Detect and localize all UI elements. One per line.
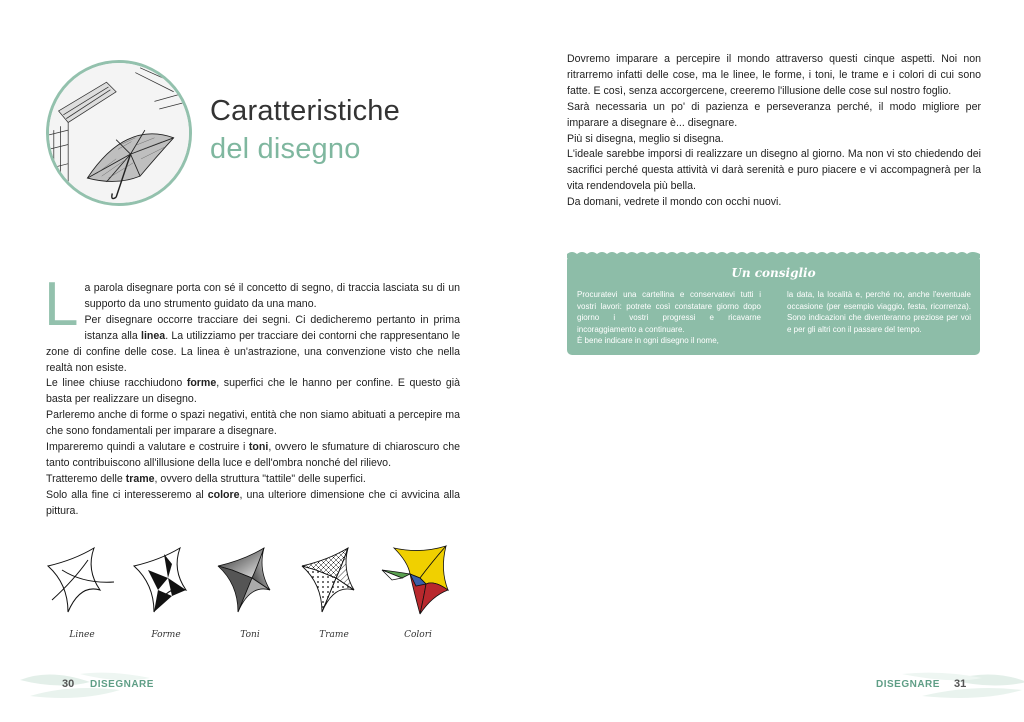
intro-paragraph xyxy=(46,281,460,313)
drop-cap: L xyxy=(44,270,79,339)
outro-paragraph: Sarà necessaria un po' di pazienza e perseveranza perché, il modo migliore per imparare a disegnare è... disegnare. xyxy=(567,100,981,129)
example-label: Forme xyxy=(151,630,181,640)
tip-text-1 xyxy=(577,289,761,347)
example-label: Trame xyxy=(319,630,349,640)
outro-paragraph: Dovremo imparare a percepire il mondo attraverso questi cinque aspetti. Noi non ritrarremo infatti delle cose, ma le linee, le forme, i toni, le trame e i colori di cui sono fatte. E così, senza accorgercene, creeremo l'illusione delle cose sul nostro foglio. xyxy=(567,53,981,97)
star-tones-icon xyxy=(212,540,288,620)
chapter-title-line1: Caratteristiche xyxy=(210,95,400,127)
text-segment: , una ulteriore dimensione che ci avvicina alla pittura. xyxy=(46,488,460,517)
example-colori xyxy=(380,540,456,640)
star-shapes-icon xyxy=(128,540,204,620)
text-segment: , superfici che le hanno per confine. E questo già basta per realizzare un disegno. xyxy=(46,377,461,406)
outro-paragraph: Da domani, vedrete il mondo con occhi nuovi. xyxy=(567,196,782,209)
page-number-right: 31 xyxy=(954,678,967,690)
intro-paragraph xyxy=(46,313,460,377)
example-toni xyxy=(212,540,288,640)
text-segment: Solo alla fine ci interesseremo al xyxy=(46,488,208,501)
text-segment: Impareremo quindi a valutare e costruire i xyxy=(46,441,249,454)
text-segment: Le linee chiuse racchiudono xyxy=(46,377,187,390)
example-label: Toni xyxy=(240,630,260,640)
intro-body-text xyxy=(44,270,461,520)
intro-paragraph xyxy=(46,408,460,440)
star-textures-icon xyxy=(296,540,372,620)
section-name-right: DISEGNARE xyxy=(876,679,940,690)
text-segment: , ovvero della struttura "tattile" delle superfici. xyxy=(154,472,366,485)
section-name-left: DISEGNARE xyxy=(90,679,154,690)
text-segment: . La utilizziamo per tracciare dei contorni che rappresentano le zone di confine delle cose. La linea è un'astrazione, una convenzione visto che nella realtà non esiste. xyxy=(46,329,460,374)
example-linee xyxy=(44,540,120,640)
example-label: Linee xyxy=(69,630,95,640)
keyword: forme xyxy=(186,377,217,390)
outro-body-text xyxy=(567,52,981,211)
tip-text-2: la data, la località e, perché no, anche l'eventuale occasione (per esempio viaggio, festa, ricorrenza). Sono indicazioni che diventeranno preziose per voi e per gli altri con il passare del tempo. xyxy=(787,290,971,334)
intro-paragraph xyxy=(46,440,460,472)
umbrella-sketch-icon xyxy=(49,63,189,203)
text-segment: Parleremo anche di forme o spazi negativi, entità che non siamo abituati a percepire ma che sono fondamentali per imparare a disegnare. xyxy=(46,409,460,438)
star-colors-icon xyxy=(380,540,456,620)
intro-paragraph xyxy=(46,472,460,488)
intro-paragraph xyxy=(46,488,460,520)
tip-title: Un consiglio xyxy=(731,266,816,280)
tip-box xyxy=(567,255,980,355)
right-footer xyxy=(852,670,1024,700)
example-forme xyxy=(128,540,204,640)
umbrella-sketch-illustration xyxy=(46,60,192,206)
tip-column-2 xyxy=(787,289,971,335)
left-footer xyxy=(20,670,220,700)
star-line-icon xyxy=(44,540,120,620)
right-page xyxy=(512,0,1024,722)
example-trame xyxy=(296,540,372,640)
example-label: Colori xyxy=(404,630,432,640)
chapter-title xyxy=(210,92,400,168)
keyword: toni xyxy=(248,441,269,454)
text-segment: a parola disegnare porta con sé il concetto di segno, di traccia lasciata su di un supporto da uno strumento guidato da una mano. xyxy=(84,282,460,310)
text-segment: Per disegnare occorre tracciare dei segni. Ci dedicheremo pertanto in prima istanza alla xyxy=(84,313,460,342)
text-segment: Tratteremo delle xyxy=(46,472,126,485)
intro-paragraphs xyxy=(44,270,461,520)
tip-line: È bene indicare in ogni disegno il nome, xyxy=(577,336,719,346)
keyword: linea xyxy=(141,329,166,342)
intro-paragraph xyxy=(46,376,460,408)
keyword: trame xyxy=(125,472,155,485)
chapter-title-line2: del disegno xyxy=(210,133,361,165)
outro-paragraph: L'ideale sarebbe imporsi di realizzare un disegno al giorno. Ma non vi sto chiedendo dei sacrifici perché questa attività vi darà serenità e puro piacere e vi accompagnerà per la vita rendendovela più bella. xyxy=(567,148,981,193)
outro-paragraph: Più si disegna, meglio si disegna. xyxy=(567,132,724,145)
drawing-aspects-examples xyxy=(40,540,470,650)
tip-column-1 xyxy=(577,289,761,347)
tip-line: Procuratevi una cartellina e conservatevi tutti i vostri lavori: potrete così constatare giorno dopo giorno i vostri progressi e ricavarne incoraggiamento a continuare. xyxy=(577,290,761,334)
text-segment: , ovvero le sfumature di chiaroscuro che tanto contribuiscono all'illusione della luce e dell'ombra nonché del rilievo. xyxy=(46,441,460,469)
page-number-left: 30 xyxy=(62,678,75,690)
keyword: colore xyxy=(207,488,240,501)
